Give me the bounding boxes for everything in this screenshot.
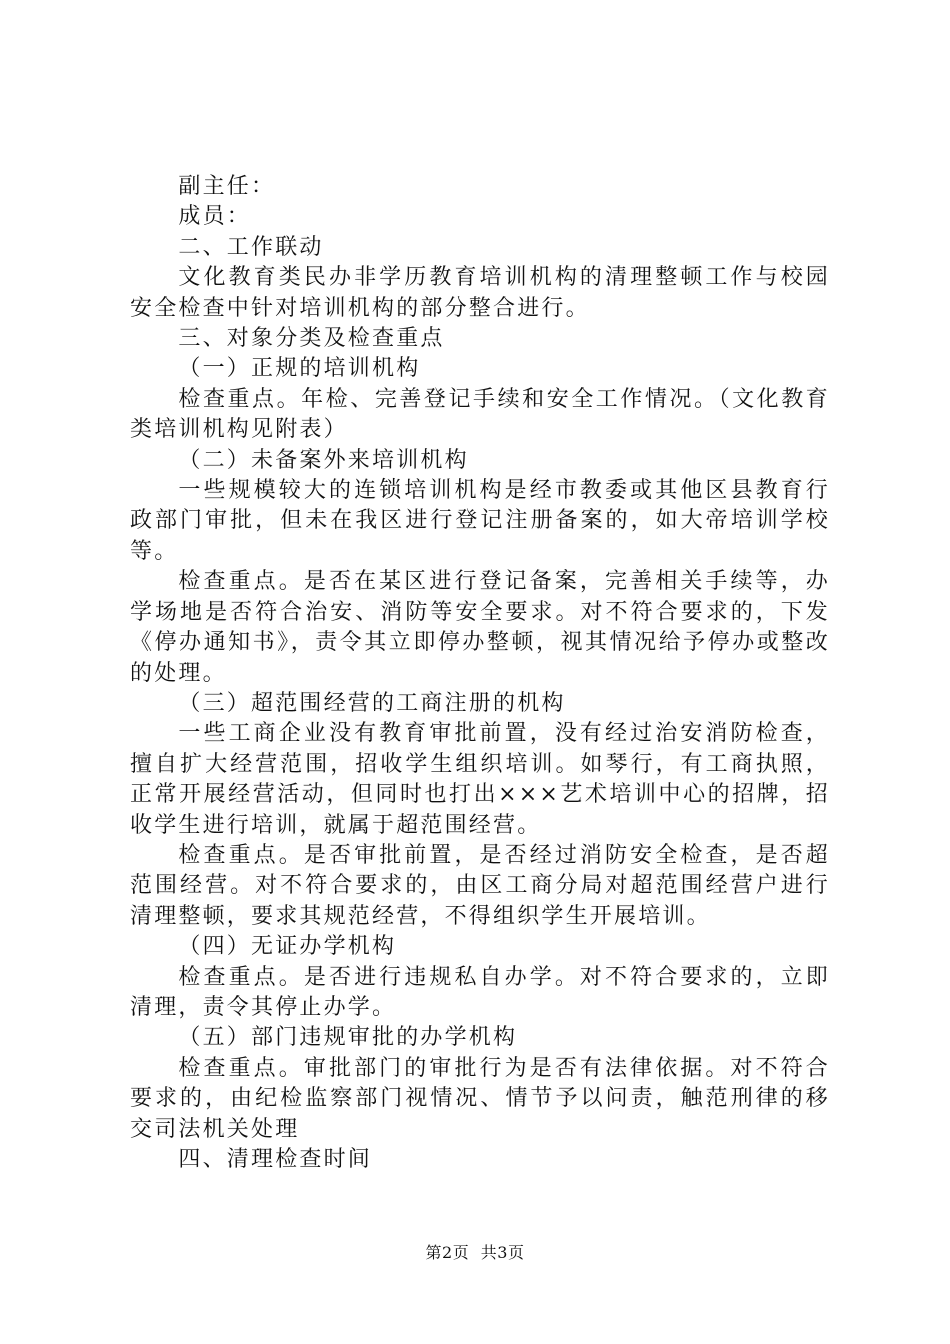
subheading-unregistered-institutions: （二）未备案外来培训机构 xyxy=(178,447,469,473)
heading-work-linkage: 二、工作联动 xyxy=(178,234,324,260)
paragraph-linkage-body: 文化教育类民办非学历教育培训机构的清理整顿工作与校园安全检查中针对培训机构的部分整合进行。 xyxy=(130,265,830,321)
paragraph-beyond-scope-desc: 一些工商企业没有教育审批前置，没有经过治安消防检查，擅自扩大经营范围，招收学生组织培训。如琴行，有工商执照，正常开展经营活动，但同时也打出×××艺术培训中心的招牌，招收学生进行培训，就属于超范围经营。 xyxy=(130,721,830,838)
subheading-illegal-approval: （五）部门违规审批的办学机构 xyxy=(178,1025,518,1051)
paragraph-illegal-approval-check: 检查重点。审批部门的审批行为是否有法律依据。对不符合要求的，由纪检监察部门视情况、情节予以问责，触范刑律的移交司法机关处理 xyxy=(130,1055,830,1142)
subheading-beyond-scope: （三）超范围经营的工商注册的机构 xyxy=(178,690,566,716)
document-body xyxy=(130,172,830,1175)
page-footer xyxy=(0,1243,950,1263)
subheading-regular-institutions: （一）正规的培训机构 xyxy=(178,356,421,382)
paragraph-unlicensed-check: 检查重点。是否进行违规私自办学。对不符合要求的，立即清理，责令其停止办学。 xyxy=(130,964,830,1020)
paragraph-unregistered-desc: 一些规模较大的连锁培训机构是经市教委或其他区县教育行政部门审批，但未在我区进行登记注册备案的，如大帝培训学校等。 xyxy=(130,478,830,564)
heading-inspection-time: 四、清理检查时间 xyxy=(178,1147,372,1172)
page-total: 共3页 xyxy=(480,1243,525,1262)
page-number: 第2页 xyxy=(425,1243,470,1262)
paragraph-beyond-scope-check: 检查重点。是否审批前置，是否经过消防安全检查，是否超范围经营。对不符合要求的，由区工商分局对超范围经营户进行清理整顿，要求其规范经营，不得组织学生开展培训。 xyxy=(130,842,830,929)
paragraph-members: 成员： xyxy=(178,204,251,230)
subheading-unlicensed: （四）无证办学机构 xyxy=(178,934,397,960)
paragraph-regular-check: 检查重点。年检、完善登记手续和安全工作情况。（文化教育类培训机构见附表） xyxy=(130,386,830,443)
heading-classification: 三、对象分类及检查重点 xyxy=(178,326,445,352)
paragraph-vice-director: 副主任： xyxy=(178,174,276,199)
paragraph-unregistered-check: 检查重点。是否在某区进行登记备案，完善相关手续等，办学场地是否符合治安、消防等安全要求。对不符合要求的，下发《停办通知书》，责令其立即停办整顿，视其情况给予停办或整改的处理。 xyxy=(130,569,830,686)
